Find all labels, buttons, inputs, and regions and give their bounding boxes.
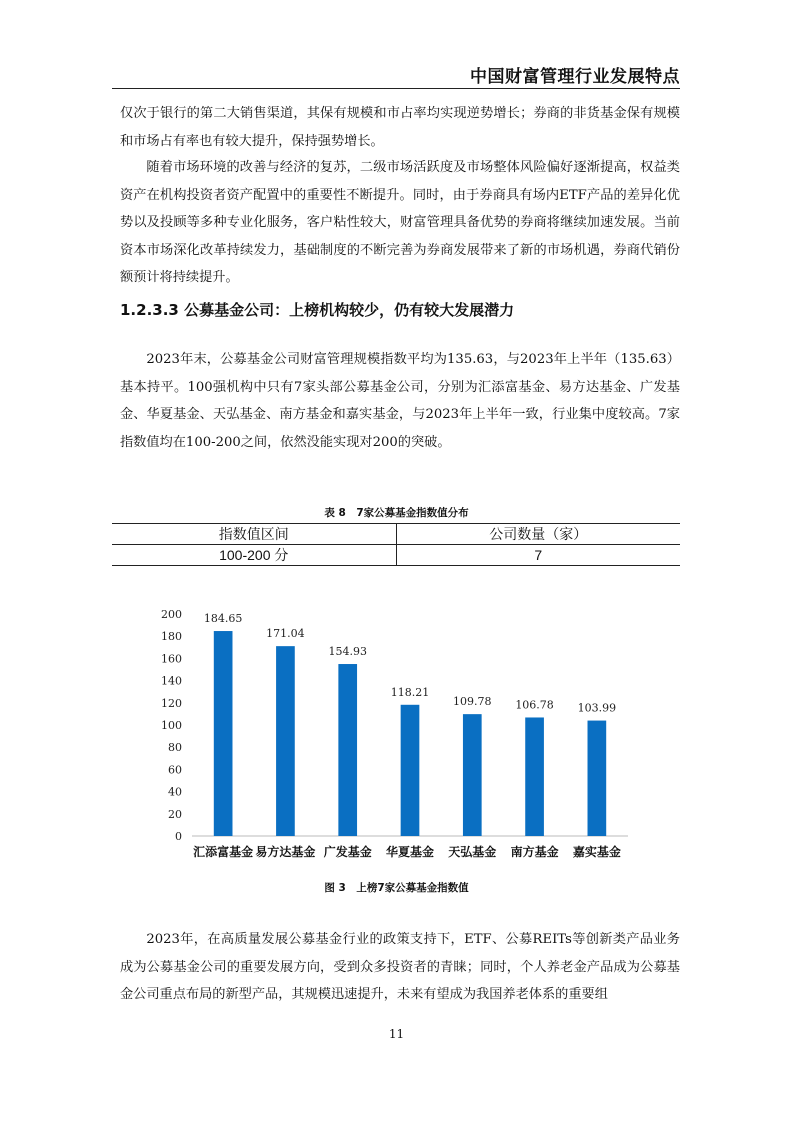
data-label: 103.99	[577, 701, 617, 715]
y-tick-label: 100	[161, 719, 182, 732]
paragraph-2: 随着市场环境的改善与经济的复苏，二级市场活跃度及市场整体风险偏好逐渐提高，权益类资产在机构投资者资产配置中的重要性不断提升。同时，由于券商具有场内ETF产品的差异化优势以及投顾等多种专业化服务，客户粘性较大，财富管理具备优势的券商将继续加速发展。当前资本市场深化改革持续发力，基础制度的不断完善为券商发展带来了新的市场机遇，券商代销份额预计将持续提升。	[120, 160, 680, 285]
bar	[463, 714, 482, 836]
y-tick-label: 40	[168, 785, 182, 799]
table-row	[112, 545, 680, 566]
bar	[401, 705, 420, 836]
y-tick-label: 140	[161, 674, 182, 688]
data-label: 106.78	[515, 698, 554, 712]
bar	[214, 631, 233, 836]
data-label: 154.93	[328, 645, 367, 659]
data-label: 109.78	[453, 695, 492, 709]
x-tick-label: 汇添富基金	[193, 845, 254, 859]
paragraph-3: 2023年末，公募基金公司财富管理规模指数平均为135.63，与2023年上半年（135.63）基本持平。100强机构中只有7家头部公募基金公司，分别为汇添富基金、易方达基金、广发基金、华夏基金、天弘基金、南方基金和嘉实基金，与2023年上半年一致，行业集中度较高。7家指数值均在100-200之间，依然没能实现对200的突破。	[120, 352, 680, 450]
x-tick-label: 天弘基金	[448, 845, 497, 859]
data-label: 184.65	[203, 612, 243, 626]
chart-caption: 图 3 上榜7家公募基金指数值	[324, 882, 469, 894]
page-number: 11	[388, 1027, 405, 1041]
bar-chart	[150, 600, 640, 870]
running-header-title: 中国财富管理行业发展特点	[470, 67, 680, 87]
bar	[525, 717, 544, 836]
data-label: 171.04	[266, 627, 305, 641]
y-tick-label: 20	[168, 807, 182, 821]
x-tick-label: 广发基金	[323, 845, 372, 859]
table-cell: 100-200 分	[112, 545, 396, 566]
y-tick-label: 60	[168, 763, 182, 777]
table-header-cell: 公司数量（家）	[396, 524, 680, 545]
table-cell: 7	[396, 545, 680, 566]
bar	[276, 646, 295, 836]
y-tick-label: 0	[175, 830, 182, 843]
bar	[588, 721, 607, 836]
data-label: 118.21	[390, 685, 430, 699]
y-tick-label: 80	[168, 741, 182, 755]
y-tick-label: 180	[161, 630, 182, 644]
bar	[338, 664, 357, 836]
x-tick-label: 嘉实基金	[572, 845, 621, 859]
paragraph-4: 2023年，在高质量发展公募基金行业的政策支持下，ETF、公募REITs等创新类产品业务成为公募基金公司的重要发展方向，受到众多投资者的青睐；同时，个人养老金产品成为公募基金公司重点布局的新型产品，其规模迅速提升，未来有望成为我国养老体系的重要组	[120, 932, 680, 1002]
x-tick-label: 华夏基金	[385, 845, 435, 859]
index-distribution-table	[112, 523, 680, 566]
y-tick-label: 200	[161, 608, 182, 621]
y-tick-label: 120	[161, 696, 182, 710]
paragraph-1: 仅次于银行的第二大销售渠道，其保有规模和市占率均实现逆势增长；券商的非货基金保有规模和市场占有率也有较大提升，保持强势增长。	[120, 106, 680, 149]
y-tick-label: 160	[161, 652, 182, 666]
bar-chart-svg	[150, 600, 640, 870]
x-tick-label: 南方基金	[510, 845, 559, 859]
table-caption: 表 8 7家公募基金指数值分布	[324, 507, 469, 519]
x-tick-label: 易方达基金	[255, 845, 316, 859]
section-heading: 1.2.3.3 公募基金公司：上榜机构较少，仍有较大发展潜力	[120, 301, 515, 319]
table-header-cell: 指数值区间	[112, 524, 396, 545]
header-rule	[112, 88, 680, 89]
table-header-row	[112, 524, 680, 545]
